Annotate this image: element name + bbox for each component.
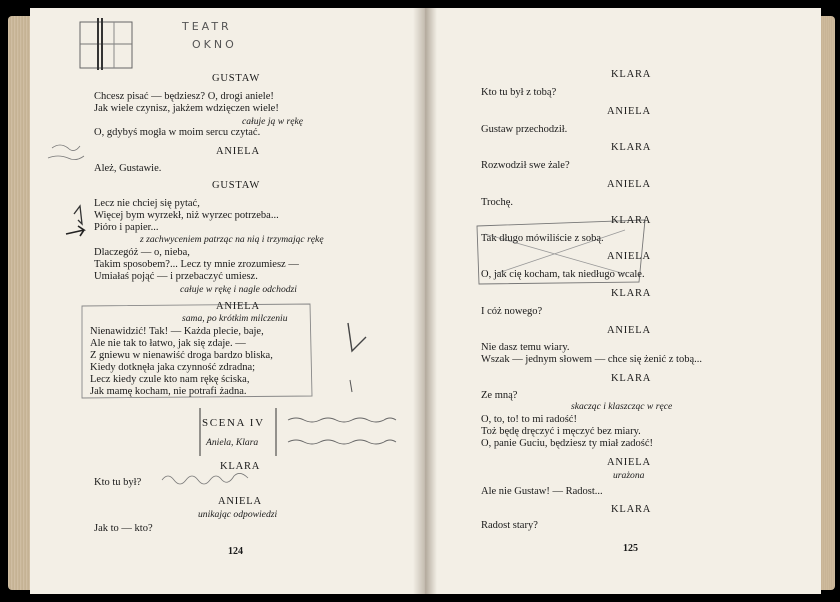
verse-line: Jak mamę kocham, nie potrafi żadna. bbox=[90, 386, 247, 397]
verse-line: Takim sposobem?... Lecz ty mnie zrozumiesz — bbox=[94, 259, 299, 270]
page-edges-right bbox=[821, 16, 835, 590]
speaker-name: ANIELA bbox=[216, 301, 260, 312]
verse-line: Umiałaś pojąć — i przebaczyć umiesz. bbox=[94, 271, 258, 282]
verse-line: Trochę. bbox=[481, 197, 513, 208]
handwritten-note-okno: OKNO bbox=[192, 38, 237, 51]
verse-line: O, to, to! to mi radość! bbox=[481, 414, 577, 425]
verse-line: O, gdybyś mogła w moim sercu czytać. bbox=[94, 127, 261, 138]
page-number: 125 bbox=[623, 543, 638, 554]
speaker-name: KLARA bbox=[611, 373, 652, 384]
right-page bbox=[425, 8, 821, 594]
stage-direction: unikając odpowiedzi bbox=[198, 509, 278, 520]
speaker-name: ANIELA bbox=[607, 179, 651, 190]
verse-line: O, jak cię kocham, tak niedługo wcale. bbox=[481, 269, 645, 280]
verse-line: Z gniewu w nienawiść droga bardzo bliska, bbox=[90, 350, 273, 361]
verse-line: Dlaczegóż — o, nieba, bbox=[94, 247, 190, 258]
verse-line: Kto tu był z tobą? bbox=[481, 87, 557, 98]
stage-direction: urażona bbox=[613, 470, 645, 481]
verse-line: O, panie Guciu, będziesz ty miał zadość! bbox=[481, 438, 654, 449]
verse-line: Lecz kiedy czule kto nam rękę ściska, bbox=[90, 374, 250, 385]
speaker-name: ANIELA bbox=[607, 325, 651, 336]
speaker-name: KLARA bbox=[611, 142, 652, 153]
verse-line: Wszak — jednym słowem — chce się żenić z tobą... bbox=[481, 354, 703, 365]
page-edges-left bbox=[8, 16, 32, 590]
scene-persons: Aniela, Klara bbox=[206, 437, 259, 448]
speaker-name: ANIELA bbox=[218, 496, 262, 507]
scene-title: SCENA IV bbox=[202, 417, 265, 429]
stage-direction: całuje ją w rękę bbox=[242, 116, 304, 127]
stage-direction: całuje w rękę i nagle odchodzi bbox=[180, 284, 297, 295]
page-number: 124 bbox=[228, 546, 243, 557]
verse-line: Kiedy dotknęła jaka czynność zdradna; bbox=[90, 362, 256, 373]
speaker-name: GUSTAW bbox=[212, 73, 261, 84]
open-book bbox=[8, 8, 835, 594]
speaker-name: KLARA bbox=[611, 69, 652, 80]
verse-line: Więcej bym wyrzekł, niż wyrzec potrzeba... bbox=[94, 210, 279, 221]
verse-line: Rozwodził swe żale? bbox=[481, 160, 570, 171]
speaker-name: KLARA bbox=[611, 215, 652, 226]
verse-line: Ależ, Gustawie. bbox=[94, 163, 162, 174]
handwritten-note-teatr: TEATR bbox=[182, 20, 232, 33]
verse-line: Ze mną? bbox=[481, 390, 518, 401]
verse-line: Nie dasz temu wiary. bbox=[481, 342, 570, 353]
verse-line: Radost stary? bbox=[481, 520, 538, 531]
verse-line: Jak to — kto? bbox=[94, 523, 153, 534]
speaker-name: KLARA bbox=[611, 288, 652, 299]
stage-direction: sama, po krótkim milczeniu bbox=[182, 313, 288, 324]
verse-line: I cóż nowego? bbox=[481, 306, 543, 317]
speaker-name: ANIELA bbox=[607, 457, 651, 468]
verse-line: Pióro i papier... bbox=[94, 222, 159, 233]
speaker-name: GUSTAW bbox=[212, 180, 261, 191]
speaker-name: ANIELA bbox=[216, 146, 260, 157]
verse-line: Gustaw przechodził. bbox=[481, 124, 568, 135]
stage-direction: skacząc i klaszcząc w ręce bbox=[571, 401, 673, 412]
book-gutter bbox=[413, 8, 437, 594]
verse-line: Ale nie tak to łatwo, jak się zdaje. — bbox=[90, 338, 246, 349]
verse-line: Nienawidzić! Tak! — Każda plecie, baje, bbox=[90, 326, 264, 337]
speaker-name: ANIELA bbox=[607, 106, 651, 117]
verse-line: Chcesz pisać — będziesz? O, drogi aniele! bbox=[94, 91, 274, 102]
verse-line: Kto tu był? bbox=[94, 477, 142, 488]
speaker-name: ANIELA bbox=[607, 251, 651, 262]
speaker-name: KLARA bbox=[611, 504, 652, 515]
stage-direction: z zachwyceniem patrząc na nią i trzymając rękę bbox=[140, 234, 324, 245]
verse-line: Lecz nie chciej się pytać, bbox=[94, 198, 200, 209]
verse-line: Toż będę dręczyć i męczyć bez miary. bbox=[481, 426, 641, 437]
verse-line: Ale nie Gustaw! — Radost... bbox=[481, 486, 603, 497]
speaker-name: KLARA bbox=[220, 461, 261, 472]
left-page bbox=[30, 8, 425, 594]
verse-line: Jak wiele czynisz, jakżem wdzięczen wiele! bbox=[94, 103, 279, 114]
verse-line: Tak długo mówiliście z sobą. bbox=[481, 233, 604, 244]
